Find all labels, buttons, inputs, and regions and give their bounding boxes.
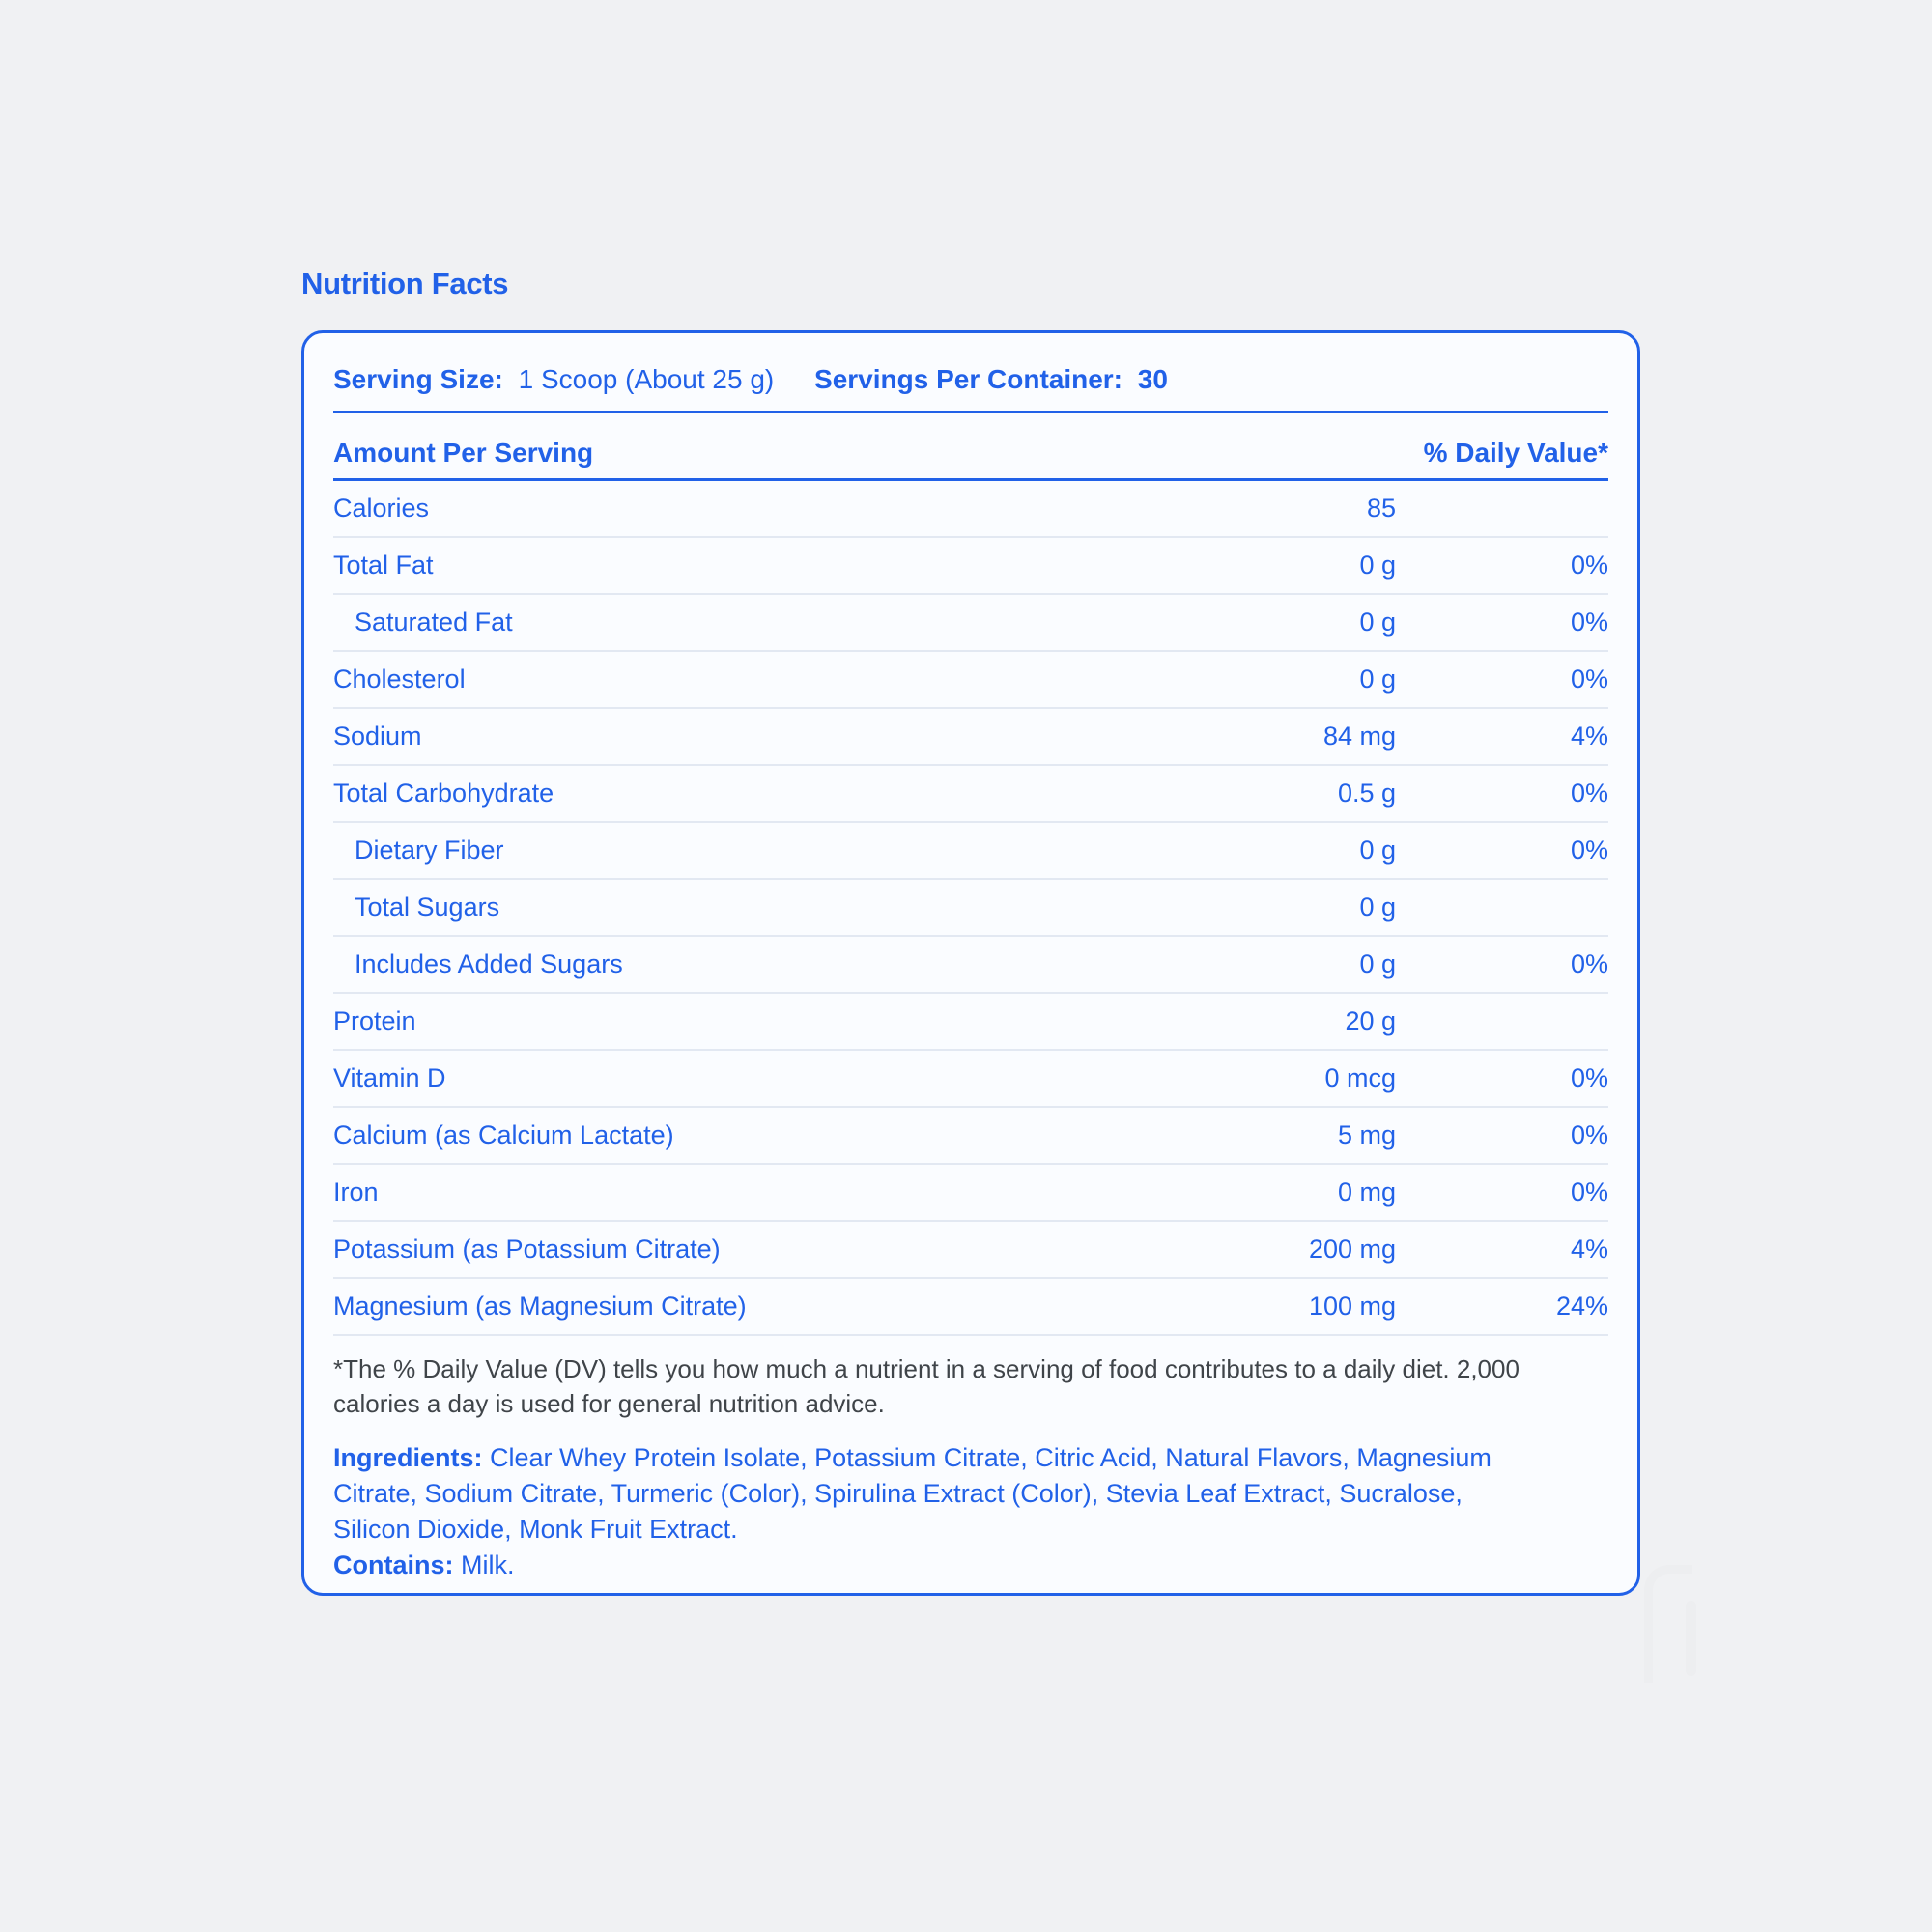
nutrient-amount: 0 mg (1337, 1178, 1396, 1207)
nutrient-label: Magnesium (as Magnesium Citrate) (333, 1292, 747, 1321)
nutrition-facts-panel (301, 330, 1640, 1596)
nutrient-row (333, 1108, 1608, 1165)
nutrient-label: Total Fat (333, 551, 434, 580)
serving-info-row (333, 364, 1608, 400)
nutrient-label: Total Carbohydrate (333, 779, 554, 808)
nutrient-amount: 0 g (1359, 950, 1396, 979)
table-header-row (333, 438, 1608, 469)
nutrient-label: Calories (333, 494, 430, 523)
ingredients-text: Clear Whey Protein Isolate, Potassium Citrate, Citric Acid, Natural Flavors, Magnesium Citrate, Sodium Citrate, Turmeric (Color), Spirulina Extract (Color), Stevia Leaf Extract, Sucralose, Silicon Dioxide, Monk Fruit Extract. (333, 1443, 1492, 1544)
nutrient-row (333, 481, 1608, 538)
nutrient-label: Cholesterol (333, 665, 466, 694)
contains-text: Milk. (461, 1550, 515, 1579)
nutrient-amount: 5 mg (1337, 1121, 1396, 1150)
nutrient-row (333, 937, 1608, 994)
nutrient-table (333, 481, 1608, 1336)
nutrient-amount: 85 (1366, 494, 1396, 523)
nutrient-amount: 20 g (1345, 1007, 1396, 1036)
nutrient-daily-value: 0% (1570, 608, 1608, 637)
ingredients-label: Ingredients: (333, 1443, 483, 1472)
nutrient-row (333, 1051, 1608, 1108)
nutrient-amount: 84 mg (1322, 722, 1396, 751)
nutrient-row (333, 766, 1608, 823)
nutrient-label: Saturated Fat (355, 608, 513, 637)
nutrient-daily-value: 0% (1570, 950, 1608, 979)
nutrient-row (333, 1165, 1608, 1222)
nutrient-amount: 0 g (1359, 893, 1396, 922)
nutrient-label: Calcium (as Calcium Lactate) (333, 1121, 674, 1150)
page-title: Nutrition Facts (301, 267, 509, 300)
nutrient-label: Iron (333, 1178, 379, 1207)
nutrient-row (333, 595, 1608, 652)
contains-label: Contains: (333, 1550, 454, 1579)
ingredients-block (333, 1440, 1531, 1583)
nutrient-daily-value: 0% (1570, 1064, 1608, 1093)
servings-per-container-value: 30 (1137, 364, 1168, 394)
nutrient-daily-value: 4% (1570, 1235, 1608, 1264)
nutrient-amount: 0 g (1359, 551, 1396, 580)
nutrient-amount: 200 mg (1308, 1235, 1396, 1264)
nutrient-row (333, 1222, 1608, 1279)
nutrient-daily-value: 0% (1570, 836, 1608, 865)
nutrient-label: Protein (333, 1007, 416, 1036)
contains-line (333, 1548, 1531, 1583)
nutrient-label: Dietary Fiber (355, 836, 504, 865)
daily-value-header: % Daily Value* (1423, 438, 1608, 468)
nutrient-amount: 0 mcg (1324, 1064, 1396, 1093)
nutrient-label: Includes Added Sugars (355, 950, 623, 979)
nutrient-daily-value: 4% (1570, 722, 1608, 751)
nutrient-amount: 0.5 g (1337, 779, 1396, 808)
nutrient-row (333, 994, 1608, 1051)
nutrient-daily-value: 0% (1570, 1178, 1608, 1207)
amount-per-serving-header: Amount Per Serving (333, 438, 594, 468)
nutrient-row (333, 1279, 1608, 1336)
nutrient-daily-value: 0% (1570, 1121, 1608, 1150)
nutrient-amount: 100 mg (1308, 1292, 1396, 1321)
nutrient-amount: 0 g (1359, 608, 1396, 637)
watermark-bar (1686, 1601, 1696, 1676)
nutrient-label: Potassium (as Potassium Citrate) (333, 1235, 721, 1264)
nutrient-daily-value: 0% (1570, 665, 1608, 694)
nutrient-row (333, 709, 1608, 766)
nutrient-label: Vitamin D (333, 1064, 446, 1093)
divider-thick-top (333, 411, 1608, 413)
nutrient-row (333, 823, 1608, 880)
nutrient-row (333, 538, 1608, 595)
nutrient-daily-value: 0% (1570, 551, 1608, 580)
serving-size-label: Serving Size: (333, 364, 503, 394)
nutrient-amount: 0 g (1359, 836, 1396, 865)
watermark-shape (1644, 1565, 1692, 1683)
nutrient-daily-value: 24% (1555, 1292, 1608, 1321)
servings-per-container-label: Servings Per Container: (814, 364, 1123, 394)
nutrient-row (333, 652, 1608, 709)
nutrient-amount: 0 g (1359, 665, 1396, 694)
serving-size-value: 1 Scoop (About 25 g) (518, 364, 775, 394)
daily-value-footnote: *The % Daily Value (DV) tells you how much a nutrient in a serving of food contributes to a daily diet. 2,000 calories a day is used for general nutrition advice. (333, 1354, 1520, 1418)
nutrient-daily-value: 0% (1570, 779, 1608, 808)
nutrient-row (333, 880, 1608, 937)
nutrient-label: Total Sugars (355, 893, 500, 922)
nutrient-label: Sodium (333, 722, 422, 751)
